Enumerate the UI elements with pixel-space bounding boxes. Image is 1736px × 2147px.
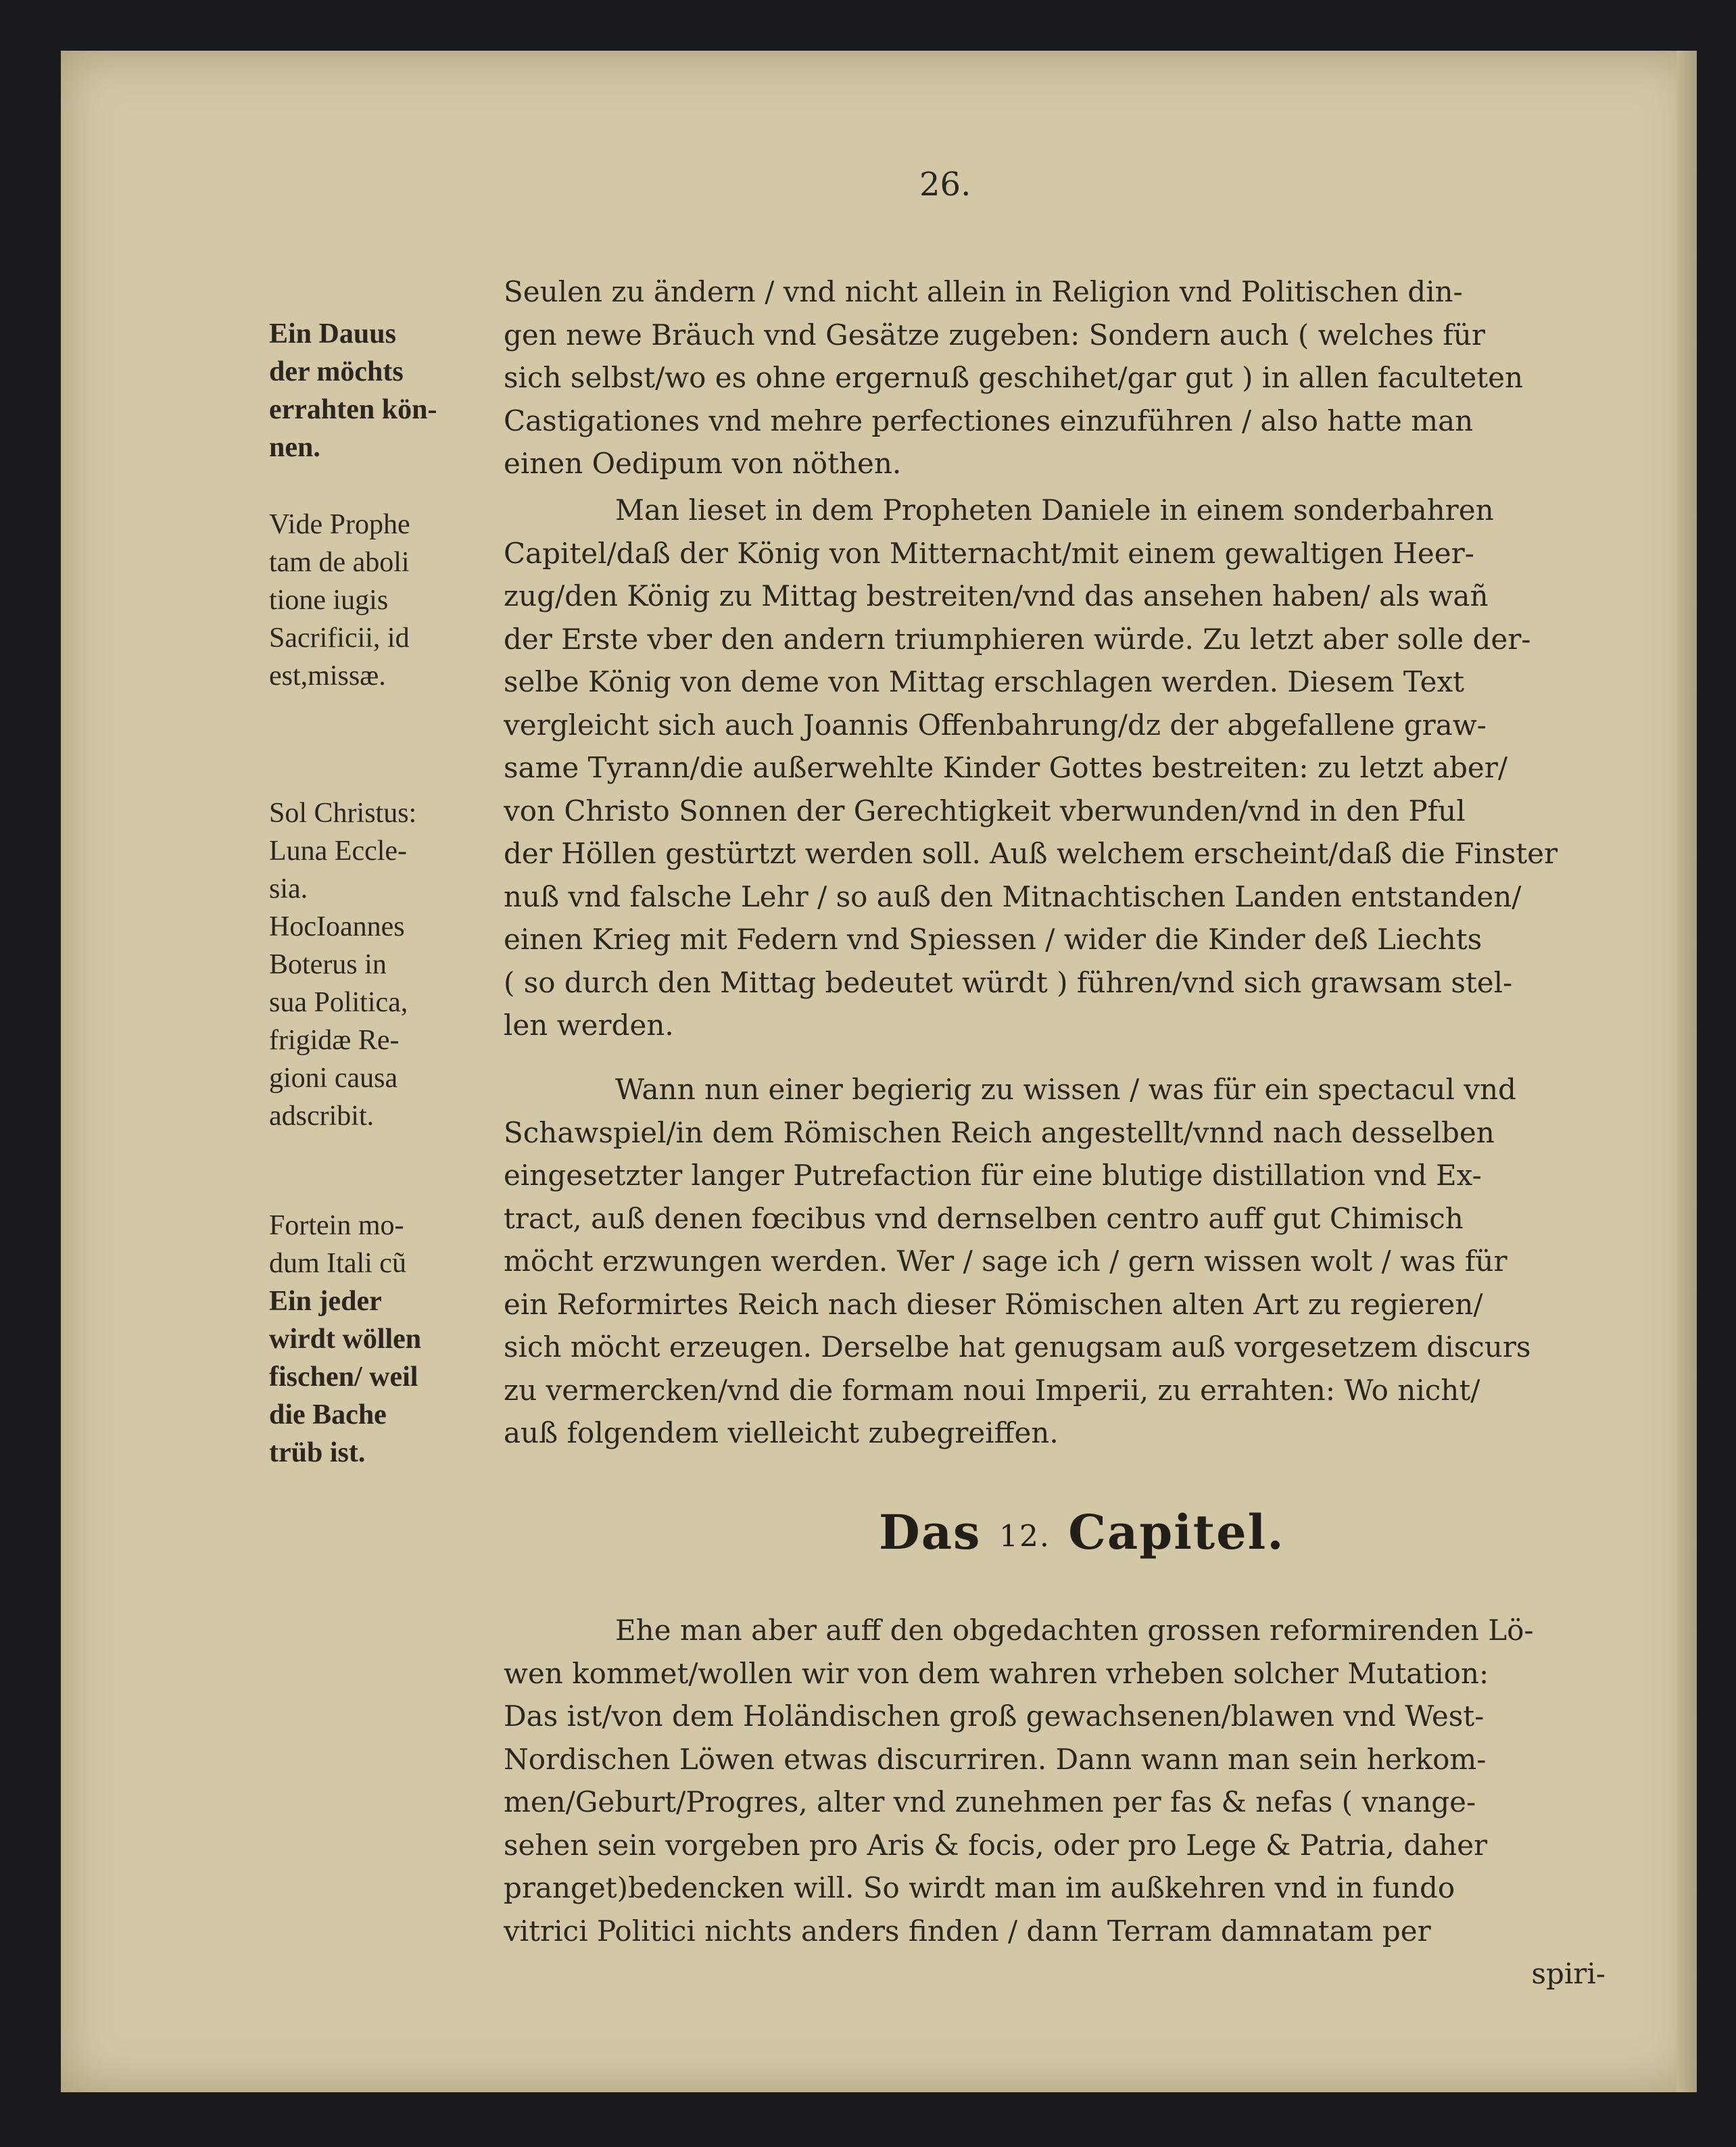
text-line: möcht erzwungen werden. Wer / sage ich / gern wissen wolt / was für <box>504 1245 1508 1278</box>
text-line: pranget)bedencken will. So wirdt man im außkehren vnd in fundo <box>504 1871 1455 1904</box>
margin-note-line: fischen/ weil <box>269 1361 418 1393</box>
margin-note-line: frigidæ Re- <box>269 1025 400 1056</box>
text-line: vergleicht sich auch Joannis Offenbahrung/dz der abgefallene graw- <box>504 708 1487 742</box>
margin-note-dauus <box>269 315 519 466</box>
margin-note-line: HocIoannes <box>269 911 405 942</box>
text-line: Wann nun einer begierig zu wissen / was für ein spectacul vnd <box>615 1073 1516 1106</box>
text-line: eingesetzter langer Putrefaction für eine blutige distillation vnd Ex- <box>504 1159 1482 1192</box>
text-line: der Erste vber den andern triumphieren würde. Zu letzt aber solle der- <box>504 622 1531 656</box>
margin-note-line: Sol Christus: <box>269 798 417 829</box>
text-line: Man lieset in dem Propheten Daniele in einem sonderbahren <box>615 493 1494 527</box>
margin-note-line: der möchts <box>269 356 404 387</box>
text-line: Nordischen Löwen etwas discurriren. Dann wann man sein herkom- <box>504 1742 1487 1776</box>
paragraph-loewen <box>504 1609 1606 1996</box>
text-line: Das ist/von dem Holändischen groß gewachsenen/blawen vnd West- <box>504 1699 1485 1733</box>
text-line: auß folgendem vielleicht zubegreiffen. <box>504 1416 1059 1449</box>
text-line: same Tyrann/die außerwehlte Kinder Gottes bestreiten: zu letzt aber/ <box>504 751 1508 784</box>
text-line: sich möcht erzeugen. Derselbe hat genugsam auß vorgesetzem discurs <box>504 1330 1531 1364</box>
text-line: sich selbst/wo es ohne ergernuß geschihet/gar gut ) in allen faculteten <box>504 361 1524 394</box>
margin-note-line: est,missæ. <box>269 660 386 692</box>
text-line: ein Reformirtes Reich nach dieser Römischen alten Art zu regieren/ <box>504 1287 1483 1321</box>
text-line: men/Geburt/Progres, alter vnd zunehmen per fas & nefas ( vnange- <box>504 1785 1476 1818</box>
text-line: der Höllen gestürtzt werden soll. Auß welchem erscheint/daß die Finster <box>504 837 1558 870</box>
margin-note-line: Sacrificii, id <box>269 623 410 654</box>
text-line: tract, auß denen fœcibus vnd dernselben centro auff gut Chimisch <box>504 1201 1464 1235</box>
text-line: sehen sein vorgeben pro Aris & focis, oder pro Lege & Patria, daher <box>504 1828 1488 1862</box>
text-line: vitrici Politici nichts anders finden / dann Terram damnatam per <box>504 1914 1431 1948</box>
margin-note-line: sua Politica, <box>269 987 408 1018</box>
margin-note-line: tam de aboli <box>269 547 410 578</box>
margin-note-line: die Bache <box>269 1399 387 1430</box>
margin-note-line: nen. <box>269 432 320 463</box>
chapter-heading <box>879 1504 1285 1560</box>
paragraph-spectacul <box>504 1068 1606 1455</box>
text-line: Capitel/daß der König von Mitternacht/mit einem gewaltigen Heer- <box>504 536 1474 570</box>
margin-note-line: Fortein mo- <box>269 1210 404 1241</box>
margin-note-line: sia. <box>269 873 308 904</box>
text-line: gen newe Bräuch vnd Gesätze zugeben: Sondern auch ( welches für <box>504 318 1485 352</box>
margin-note-line: Luna Eccle- <box>269 836 408 867</box>
text-line: Castigationes vnd mehre perfectiones einzuführen / also hatte man <box>504 404 1474 437</box>
text-line: zug/den König zu Mittag bestreiten/vnd das ansehen haben/ als wañ <box>504 579 1489 612</box>
page-edge <box>1677 51 1697 2092</box>
text-line: einen Krieg mit Federn vnd Spiessen / wider die Kinder deß Liechts <box>504 923 1482 956</box>
margin-note-line: dum Itali cũ <box>269 1248 406 1279</box>
margin-note-line: gioni causa <box>269 1063 398 1094</box>
margin-note-line: Ein Dauus <box>269 318 396 349</box>
text-line: ( so durch den Mittag bedeutet würdt ) führen/vnd sich grawsam stel- <box>504 965 1513 999</box>
margin-note-line: tione iugis <box>269 585 389 616</box>
margin-note-vide-prophetam <box>269 506 519 695</box>
chapter-number: 12. <box>998 1519 1051 1554</box>
text-line: zu vermercken/vnd die formam noui Imperii, zu errahten: Wo nicht/ <box>504 1373 1480 1407</box>
catchword: spiri- <box>1531 1957 1606 1990</box>
chapter-heading-word: Das <box>879 1504 982 1560</box>
margin-note-line: trüb ist. <box>269 1437 366 1468</box>
margin-note-line: Boterus in <box>269 949 387 980</box>
text-line: einen Oedipum von nöthen. <box>504 447 902 480</box>
text-line: von Christo Sonnen der Gerechtigkeit vberwunden/vnd in den Pful <box>504 794 1466 827</box>
margin-note-ein-jeder <box>269 1282 519 1472</box>
text-line: wen kommet/wollen wir von dem wahren vrheben solcher Mutation: <box>504 1656 1489 1690</box>
margin-note-line: adscribit. <box>269 1101 375 1132</box>
chapter-heading-word: Capitel. <box>1068 1504 1285 1560</box>
margin-note-line: wirdt wöllen <box>269 1324 422 1355</box>
text-line: len werden. <box>504 1009 674 1042</box>
margin-note-line: Vide Prophe <box>269 509 410 540</box>
text-line: nuß vnd falsche Lehr / so auß den Mitnachtischen Landen entstanden/ <box>504 879 1522 913</box>
text-line: Schawspiel/in dem Römischen Reich angestellt/vnnd nach desselben <box>504 1115 1495 1149</box>
margin-note-sol-christus <box>269 794 519 1135</box>
margin-note-fortein-modum <box>269 1207 519 1282</box>
paragraph-daniele <box>504 489 1606 1047</box>
paragraph-seulen <box>504 270 1606 485</box>
page-number: 26. <box>919 166 971 203</box>
text-line: Seulen zu ändern / vnd nicht allein in Religion vnd Politischen din- <box>504 275 1463 308</box>
text-line: Ehe man aber auff den obgedachten grossen reformirenden Lö- <box>615 1614 1534 1647</box>
margin-note-line: errahten kön- <box>269 394 437 425</box>
margin-note-line: Ein jeder <box>269 1286 382 1317</box>
text-line: selbe König von deme von Mittag erschlagen werden. Diesem Text <box>504 665 1465 698</box>
